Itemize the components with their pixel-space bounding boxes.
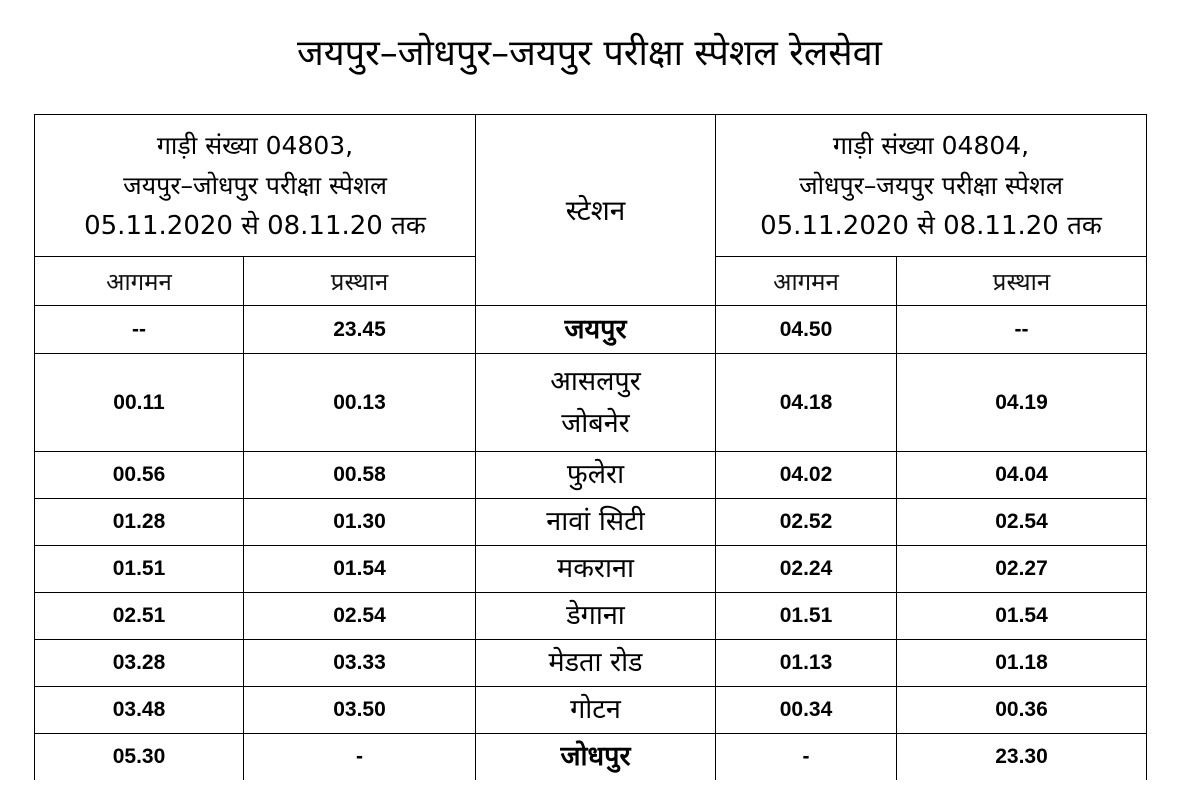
left-arrival-time: 03.48 <box>35 687 244 734</box>
table-row <box>35 499 1147 546</box>
left-arrival-time: 02.51 <box>35 593 244 640</box>
table-row <box>35 546 1147 593</box>
left-departure-time: 23.45 <box>244 306 476 354</box>
left-departure-time: 01.54 <box>244 546 476 593</box>
left-arrival-time: 01.28 <box>35 499 244 546</box>
left-departure-time: 01.30 <box>244 499 476 546</box>
right-departure-time: 01.54 <box>897 593 1147 640</box>
station-column-header: स्टेशन <box>476 115 716 306</box>
right-arrival-time: 02.24 <box>716 546 897 593</box>
left-departure-time: 02.54 <box>244 593 476 640</box>
station-name: डेगाना <box>476 593 716 640</box>
right-arrival-time: 00.34 <box>716 687 897 734</box>
right-departure-time: -- <box>897 306 1147 354</box>
right-departure-time: 00.36 <box>897 687 1147 734</box>
table-row <box>35 452 1147 499</box>
left-arrival-time: 01.51 <box>35 546 244 593</box>
left-arrival-time: 05.30 <box>35 734 244 780</box>
table-row <box>35 640 1147 687</box>
left-train-dates: 05.11.2020 से 08.11.20 तक <box>84 210 426 241</box>
right-departure-time: 04.19 <box>897 354 1147 452</box>
page-title: जयपुर–जोधपुर–जयपुर परीक्षा स्पेशल रेलसेवा <box>297 33 882 74</box>
left-departure-time: - <box>244 734 476 780</box>
right-departure-time: 01.18 <box>897 640 1147 687</box>
station-name: नावां सिटी <box>476 499 716 546</box>
station-name: जोधपुर <box>476 734 716 780</box>
left-train-name: जयपुर–जोधपुर परीक्षा स्पेशल <box>123 170 387 200</box>
left-departure-time: 00.13 <box>244 354 476 452</box>
left-arrival-time: 00.11 <box>35 354 244 452</box>
left-train-header <box>35 115 476 257</box>
right-arrival-time: 04.50 <box>716 306 897 354</box>
right-arrival-time: 01.13 <box>716 640 897 687</box>
station-name-line2: जोबनेर <box>561 407 630 439</box>
right-arrival-time: 01.51 <box>716 593 897 640</box>
station-name-line1: आसलपुर <box>550 365 641 397</box>
right-departure-time: 23.30 <box>897 734 1147 780</box>
right-train-name: जोधपुर–जयपुर परीक्षा स्पेशल <box>799 170 1063 200</box>
station-name: जयपुर <box>476 306 716 354</box>
table-row <box>35 734 1147 780</box>
right-arrival-time: - <box>716 734 897 780</box>
right-departure-time: 02.27 <box>897 546 1147 593</box>
left-departure-time: 03.33 <box>244 640 476 687</box>
table-row <box>35 593 1147 640</box>
left-departure-time: 03.50 <box>244 687 476 734</box>
timetable <box>34 114 1147 780</box>
table-row <box>35 354 1147 452</box>
right-departure-label: प्रस्थान <box>897 257 1147 306</box>
table-row <box>35 306 1147 354</box>
station-name: गोटन <box>476 687 716 734</box>
right-train-number: गाड़ी संख्या 04804, <box>832 130 1030 160</box>
left-train-number: गाड़ी संख्या 04803, <box>156 130 354 160</box>
left-arrival-time: 03.28 <box>35 640 244 687</box>
right-arrival-time: 02.52 <box>716 499 897 546</box>
right-train-dates: 05.11.2020 से 08.11.20 तक <box>760 210 1102 241</box>
right-arrival-label: आगमन <box>716 257 897 306</box>
station-name: मेडता रोड <box>476 640 716 687</box>
station-name <box>476 354 716 452</box>
right-train-header <box>716 115 1147 257</box>
right-departure-time: 02.54 <box>897 499 1147 546</box>
train-header-row <box>35 115 1147 257</box>
left-arrival-label: आगमन <box>35 257 244 306</box>
station-name: मकराना <box>476 546 716 593</box>
right-arrival-time: 04.02 <box>716 452 897 499</box>
left-departure-label: प्रस्थान <box>244 257 476 306</box>
left-arrival-time: 00.56 <box>35 452 244 499</box>
left-arrival-time: -- <box>35 306 244 354</box>
station-name: फुलेरा <box>476 452 716 499</box>
table-row <box>35 687 1147 734</box>
right-arrival-time: 04.18 <box>716 354 897 452</box>
right-departure-time: 04.04 <box>897 452 1147 499</box>
left-departure-time: 00.58 <box>244 452 476 499</box>
